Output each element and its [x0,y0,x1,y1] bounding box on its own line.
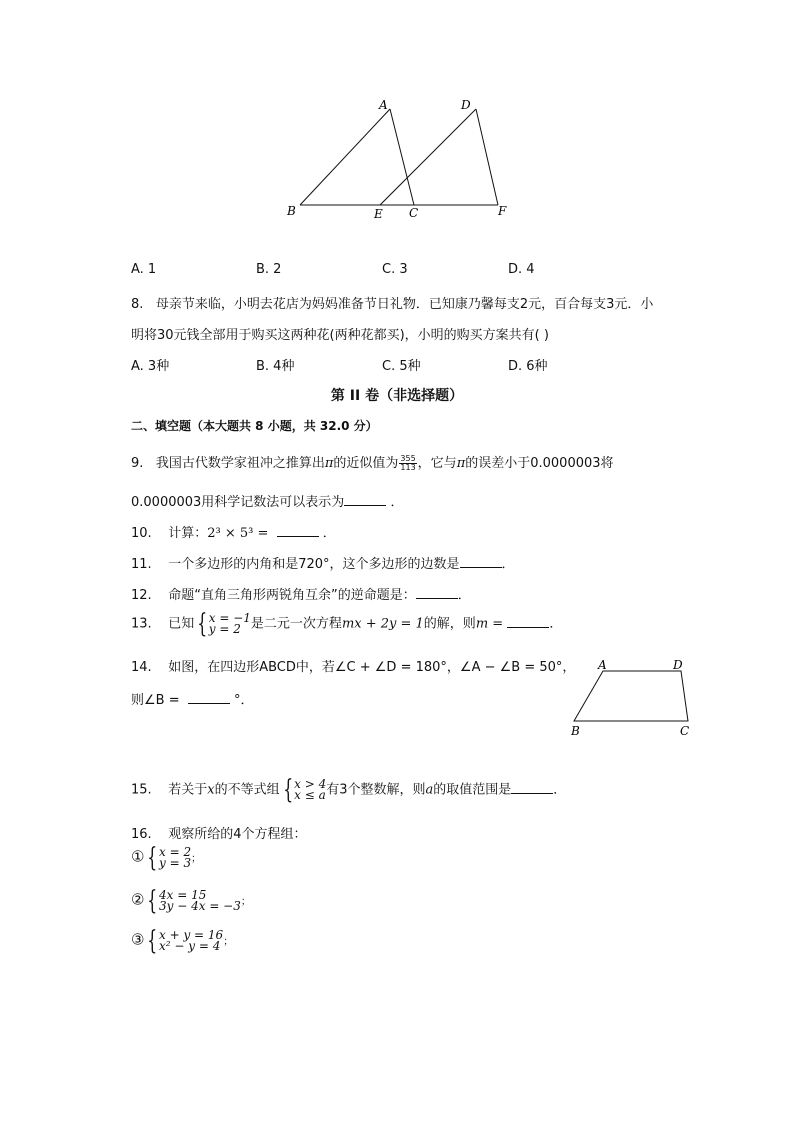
label-d: D [673,658,683,672]
q13-mid: 是二元一次方程 [250,616,342,632]
q8-line2: 明将30元钱全部用于购买这两种花(两种花都买)，小明的购买方案共有( ) [131,328,549,343]
q15-a: a [425,782,434,798]
q9-number: 9. [131,456,144,471]
label-a: A [379,98,388,112]
q13-pre: 已知 [168,616,195,632]
figure-trapezoid [565,655,700,740]
q8-text-1: 母亲节来临，小明去花店为妈妈准备节日礼物．已知康乃馨每支2元，百合每支3元．小 [155,297,654,312]
q14-line2-end: °． [234,693,254,708]
label-d: D [461,98,471,112]
q9-line2-text: 0.0000003用科学记数法可以表示为 [131,495,345,510]
q10 [131,522,336,541]
q7-option-a: A. 1 [131,262,157,277]
system-3-line1: x + y = 16 [159,928,224,942]
q13 [131,609,563,639]
system-3-line2: x² − y = 4 [159,939,221,953]
figure-triangles [280,95,520,225]
q16 [131,823,307,842]
label-e: E [374,207,383,221]
q15-number: 15. [131,782,152,798]
q10-pre: 计算： [168,526,208,541]
q9-answer-blank[interactable] [344,493,386,506]
q10-number: 10. [131,526,152,541]
q15-post2: 的取值范围是 [433,782,512,798]
q15-system-line2: x ≤ a [294,788,326,802]
brace-icon: { [147,843,158,873]
q14-number: 14. [131,660,152,675]
pi-symbol-2: π [456,456,466,471]
q11-text: 一个多边形的内角和是720°，这个多边形的边数是 [168,557,460,572]
system-1-end: ； [191,853,202,865]
q8-option-d: D. 6种 [508,359,548,374]
q14-text: 如图，在四边形ABCD中，若∠C + ∠D = 180°，∠A − ∠B = 50°， [168,660,576,675]
q15-end: ． [553,782,567,798]
label-c: C [409,206,419,220]
part-2-heading: 二、填空题（本大题共 8 小题，共 32.0 分） [131,419,378,433]
q13-system [194,609,251,639]
system-2-line1: 4x = 15 [159,888,207,902]
q13-m: m = [475,616,504,632]
q10-answer-blank[interactable] [277,524,319,537]
brace-icon: { [197,609,208,639]
q11-answer-blank[interactable] [460,555,502,568]
q14-line2 [131,689,254,708]
q12 [131,584,471,603]
label-b: B [571,724,580,738]
brace-icon: { [147,926,158,956]
system-1-line1: x = 2 [159,845,192,859]
q12-end: ． [457,588,471,603]
system-3-end: ； [223,936,234,948]
q8-option-c: C. 5种 [382,359,421,374]
q10-end: ． [322,526,336,541]
q8-option-b: B. 4种 [256,359,295,374]
q16-system-1 [131,843,202,873]
q11-end: ． [501,557,515,572]
q15-mid: 的不等式组 [214,782,280,798]
q16-text: 观察所给的4个方程组： [168,827,307,842]
fraction-numerator: 355 [400,454,416,463]
q15-post: 有3个整数解，则 [326,782,426,798]
system-2-line2: 3y − 4x = −3 [159,899,241,913]
q8-option-a: A. 3种 [131,359,170,374]
q15-pre: 若关于 [168,782,208,798]
label-c: C [680,724,690,738]
q7-option-c: C. 3 [382,262,408,277]
section-2-title: 第 II 卷（非选择题） [330,388,464,404]
q13-end: ． [549,616,563,632]
q14-answer-blank[interactable] [188,691,230,704]
q12-number: 12. [131,588,152,603]
q16-number: 16. [131,827,152,842]
q11-number: 11. [131,557,152,572]
q16-system-3 [131,926,234,956]
fraction-355-113 [399,455,416,472]
q15-x: x [207,782,215,798]
q7-option-d: D. 4 [508,262,535,277]
q13-system-line1: x = −1 [208,611,251,625]
label-f: F [498,204,507,218]
q12-text: 命题“直角三角形两锐角互余”的逆命题是： [168,588,416,603]
q13-system-line2: y = 2 [208,622,241,636]
system-1-line2: y = 3 [159,856,192,870]
q14-line2-pre: 则∠B = [131,693,180,708]
circled-3-icon: ③ [131,930,145,949]
q12-answer-blank[interactable] [416,586,458,599]
q15-system-line1: x > 4 [294,777,327,791]
system-2-end: ； [240,896,251,908]
label-a: A [598,658,607,672]
q8-number: 8. [131,297,144,312]
q8-line1 [131,293,653,312]
q7-option-b: B. 2 [256,262,282,277]
q9-post2: 的误差小于0.0000003将 [465,456,614,471]
circled-1-icon: ① [131,847,145,866]
q9-end: ． [390,495,404,510]
q9-line1 [131,452,614,472]
q9-pre: 我国古代数学家祖冲之推算出 [155,456,325,471]
q15-answer-blank[interactable] [511,781,553,794]
q15 [131,775,567,805]
q13-answer-blank[interactable] [507,615,549,628]
brace-icon: { [147,886,158,916]
q10-expression: 2³ × 5³ = [207,526,269,541]
q9-line2 [131,491,403,510]
brace-icon: { [282,775,293,805]
q13-post: 的解，则 [423,616,476,632]
q9-post1: ，它与 [417,456,457,471]
q13-equation: mx + 2y = 1 [341,616,424,632]
circled-2-icon: ② [131,890,145,909]
label-b: B [287,204,296,218]
q11 [131,553,515,572]
pi-symbol: π [324,456,334,471]
q16-system-2 [131,886,251,916]
q9-mid: 的近似值为 [333,456,399,471]
fraction-denominator: 113 [400,463,416,472]
q15-system [280,775,327,805]
q14-line1 [131,656,575,675]
q13-number: 13. [131,616,152,632]
